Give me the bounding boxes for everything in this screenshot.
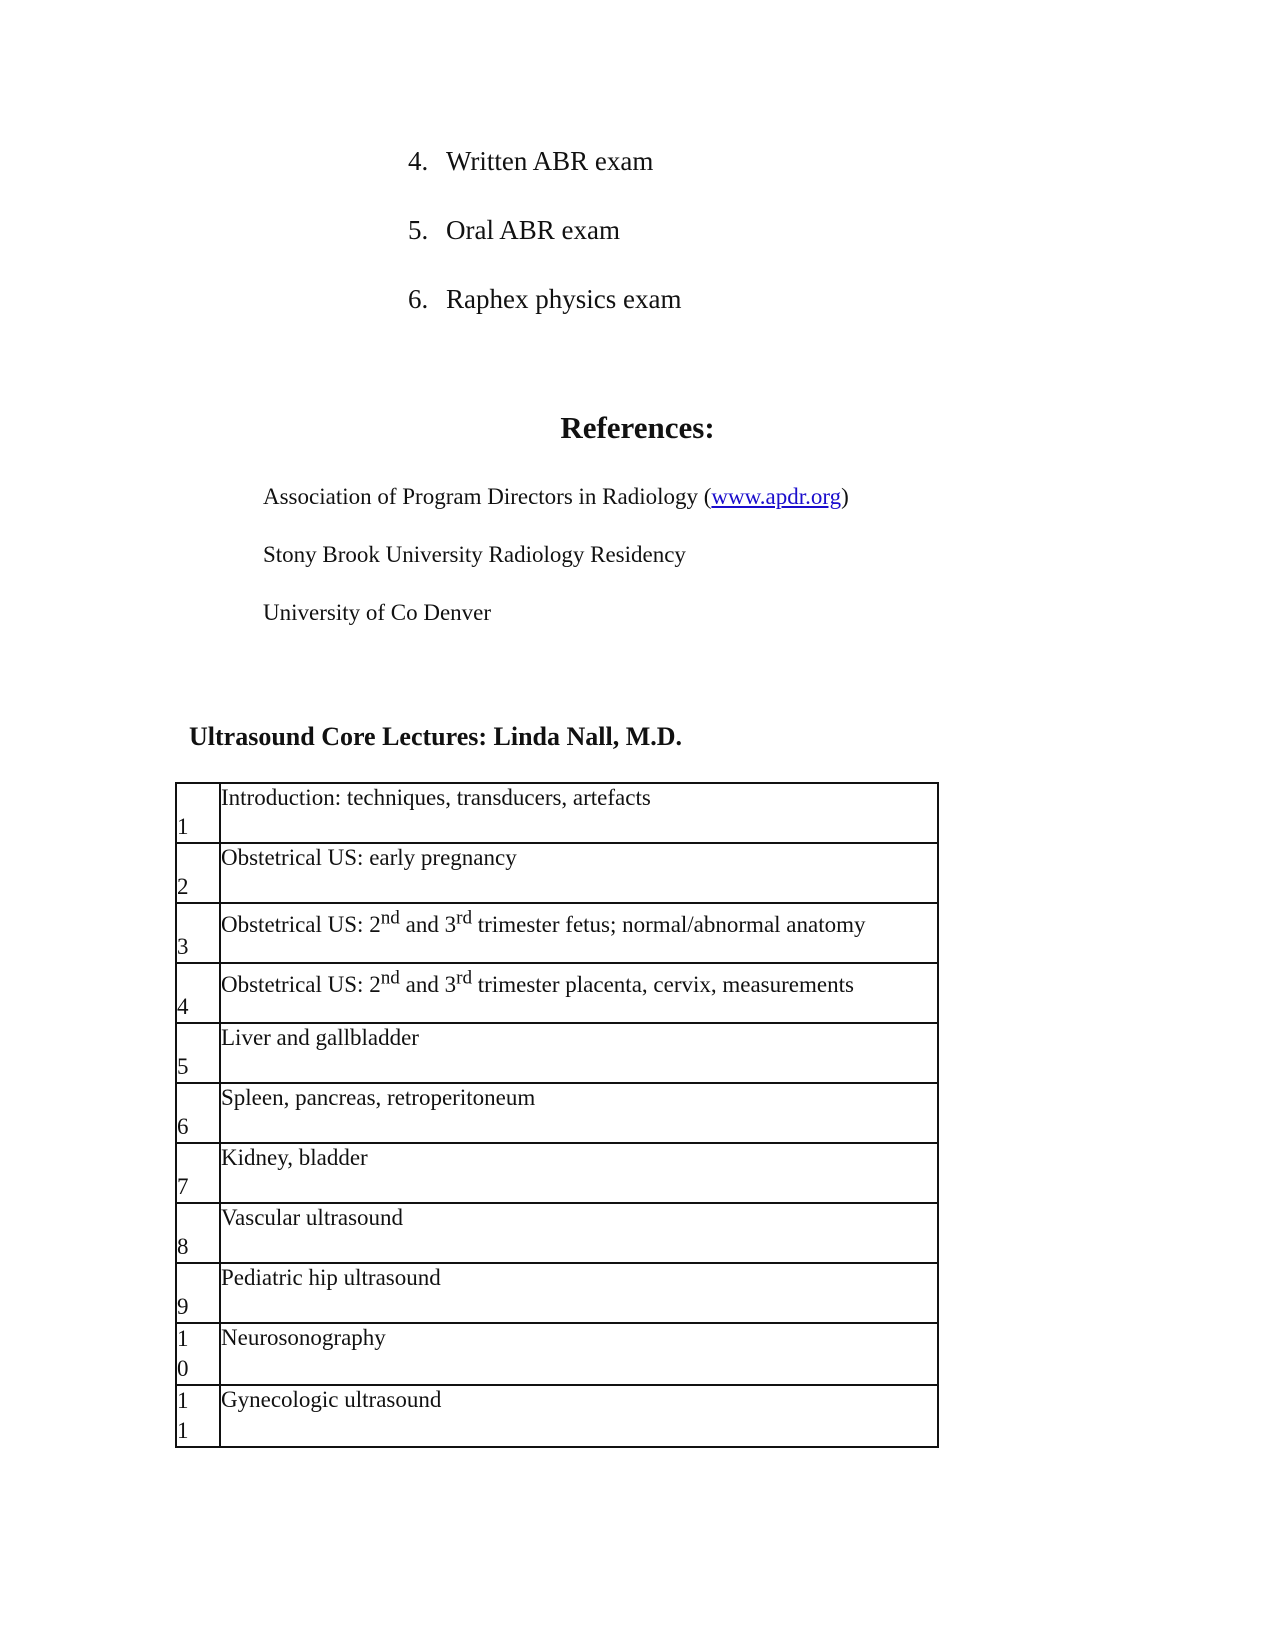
row-number: 7 [176,1143,220,1203]
row-topic: Neurosonography [220,1323,938,1385]
lectures-heading: Ultrasound Core Lectures: Linda Nall, M.D. [189,722,683,751]
exam-item [408,143,681,179]
row-topic: Obstetrical US: 2nd and 3rd trimester placenta, cervix, measurements [220,963,938,1023]
row-number: 4 [176,963,220,1023]
reference-text: Stony Brook University Radiology Residency [263,542,686,567]
exam-item [408,281,681,317]
row-number: 9 [176,1263,220,1323]
reference-apdr [263,482,849,512]
list-number: 4. [408,146,429,176]
list-number: 5. [408,215,429,245]
reference-text: University of Co Denver [263,600,492,625]
row-number: 1 [176,783,220,843]
exam-item-text: Raphex physics exam [446,284,682,314]
row-topic: Spleen, pancreas, retroperitoneum [220,1083,938,1143]
row-topic: Kidney, bladder [220,1143,938,1203]
row-number: 3 [176,903,220,963]
row-number: 10 [176,1323,220,1385]
row-topic: Pediatric hip ultrasound [220,1263,938,1323]
row-number: 5 [176,1023,220,1083]
exam-item [408,212,681,248]
references-heading: References: [560,410,715,445]
table-row [176,783,938,843]
table-row [176,903,938,963]
lectures-table [175,782,939,1448]
row-number: 6 [176,1083,220,1143]
table-row [176,843,938,903]
table-row [176,1263,938,1323]
apdr-link[interactable]: www.apdr.org [711,484,842,509]
reference-stony-brook [263,540,686,570]
reference-text: Association of Program Directors in Radiology ( [263,484,712,509]
row-number: 11 [176,1385,220,1447]
row-topic: Introduction: techniques, transducers, artefacts [220,783,938,843]
reference-denver [263,598,491,628]
list-number: 6. [408,284,429,314]
row-number: 2 [176,843,220,903]
row-topic: Gynecologic ultrasound [220,1385,938,1447]
row-topic: Obstetrical US: early pregnancy [220,843,938,903]
reference-suffix: ) [841,484,849,509]
row-topic: Vascular ultrasound [220,1203,938,1263]
table-row [176,1143,938,1203]
table-row [176,1385,938,1447]
row-topic: Liver and gallbladder [220,1023,938,1083]
table-row [176,1323,938,1385]
exam-item-text: Oral ABR exam [446,215,620,245]
exam-list [408,143,681,350]
table-row [176,1083,938,1143]
table-row [176,1023,938,1083]
row-topic: Obstetrical US: 2nd and 3rd trimester fetus; normal/abnormal anatomy [220,903,938,963]
exam-item-text: Written ABR exam [446,146,654,176]
table-row [176,963,938,1023]
table-row [176,1203,938,1263]
row-number: 8 [176,1203,220,1263]
